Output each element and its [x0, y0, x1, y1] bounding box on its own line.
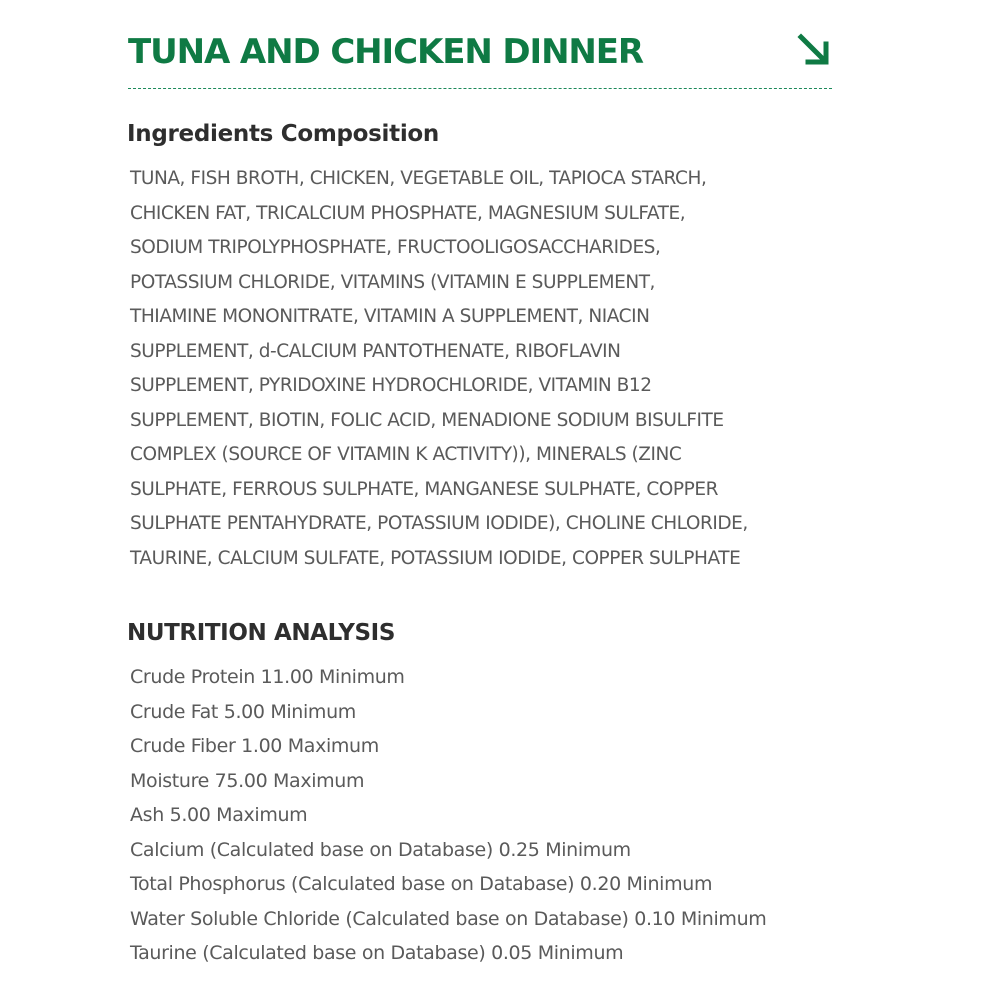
nutrition-item: Moisture 75.00 Maximum [130, 769, 365, 792]
nutrition-item: Calcium (Calculated base on Database) 0.25 Minimum [130, 838, 631, 861]
ingredients-line: SUPPLEMENT, PYRIDOXINE HYDROCHLORIDE, VITAMIN B12 [130, 375, 652, 396]
nutrition-item: Crude Fiber 1.00 Maximum [130, 735, 379, 757]
nutrition-heading: NUTRITION ANALYSIS [127, 620, 396, 646]
nutrition-item: Crude Fat 5.00 Minimum [130, 700, 356, 723]
ingredients-line: THIAMINE MONONITRATE, VITAMIN A SUPPLEMENT, NIACIN [130, 306, 650, 327]
ingredients-heading: Ingredients Composition [127, 121, 439, 147]
nutrition-item: Total Phosphorus (Calculated base on Database) 0.20 Minimum [130, 873, 713, 895]
ingredients-line: POTASSIUM CHLORIDE, VITAMINS (VITAMIN E SUPPLEMENT, [130, 271, 655, 293]
nutrition-item: Taurine (Calculated base on Database) 0.05 Minimum [130, 942, 624, 964]
arrow-down-right-icon [796, 32, 832, 68]
ingredients-line: SODIUM TRIPOLYPHOSPHATE, FRUCTOOLIGOSACCHARIDES, [130, 237, 661, 258]
page-header [128, 28, 832, 92]
ingredients-line: COMPLEX (SOURCE OF VITAMIN K ACTIVITY)), MINERALS (ZINC [130, 444, 682, 465]
ingredients-list [130, 162, 820, 576]
ingredients-line: SUPPLEMENT, BIOTIN, FOLIC ACID, MENADIONE SODIUM BISULFITE [130, 409, 724, 431]
nutrition-item: Ash 5.00 Maximum [130, 804, 308, 826]
header-divider [128, 88, 832, 89]
ingredients-line: SULPHATE, FERROUS SULPHATE, MANGANESE SULPHATE, COPPER [130, 478, 718, 500]
ingredients-line: CHICKEN FAT, TRICALCIUM PHOSPHATE, MAGNESIUM SULFATE, [130, 202, 686, 224]
ingredients-line: TAURINE, CALCIUM SULFATE, POTASSIUM IODIDE, COPPER SULPHATE [130, 547, 741, 569]
ingredients-line: SULPHATE PENTAHYDRATE, POTASSIUM IODIDE), CHOLINE CHLORIDE, [130, 513, 748, 534]
nutrition-item: Water Soluble Chloride (Calculated base on Database) 0.10 Minimum [130, 907, 767, 930]
nutrition-item: Crude Protein 11.00 Minimum [130, 666, 405, 688]
nutrition-list [130, 660, 830, 971]
ingredients-line: SUPPLEMENT, d-CALCIUM PANTOTHENATE, RIBOFLAVIN [130, 340, 621, 362]
page-title: TUNA AND CHICKEN DINNER [128, 32, 643, 72]
ingredients-line: TUNA, FISH BROTH, CHICKEN, VEGETABLE OIL, TAPIOCA STARCH, [130, 168, 707, 189]
